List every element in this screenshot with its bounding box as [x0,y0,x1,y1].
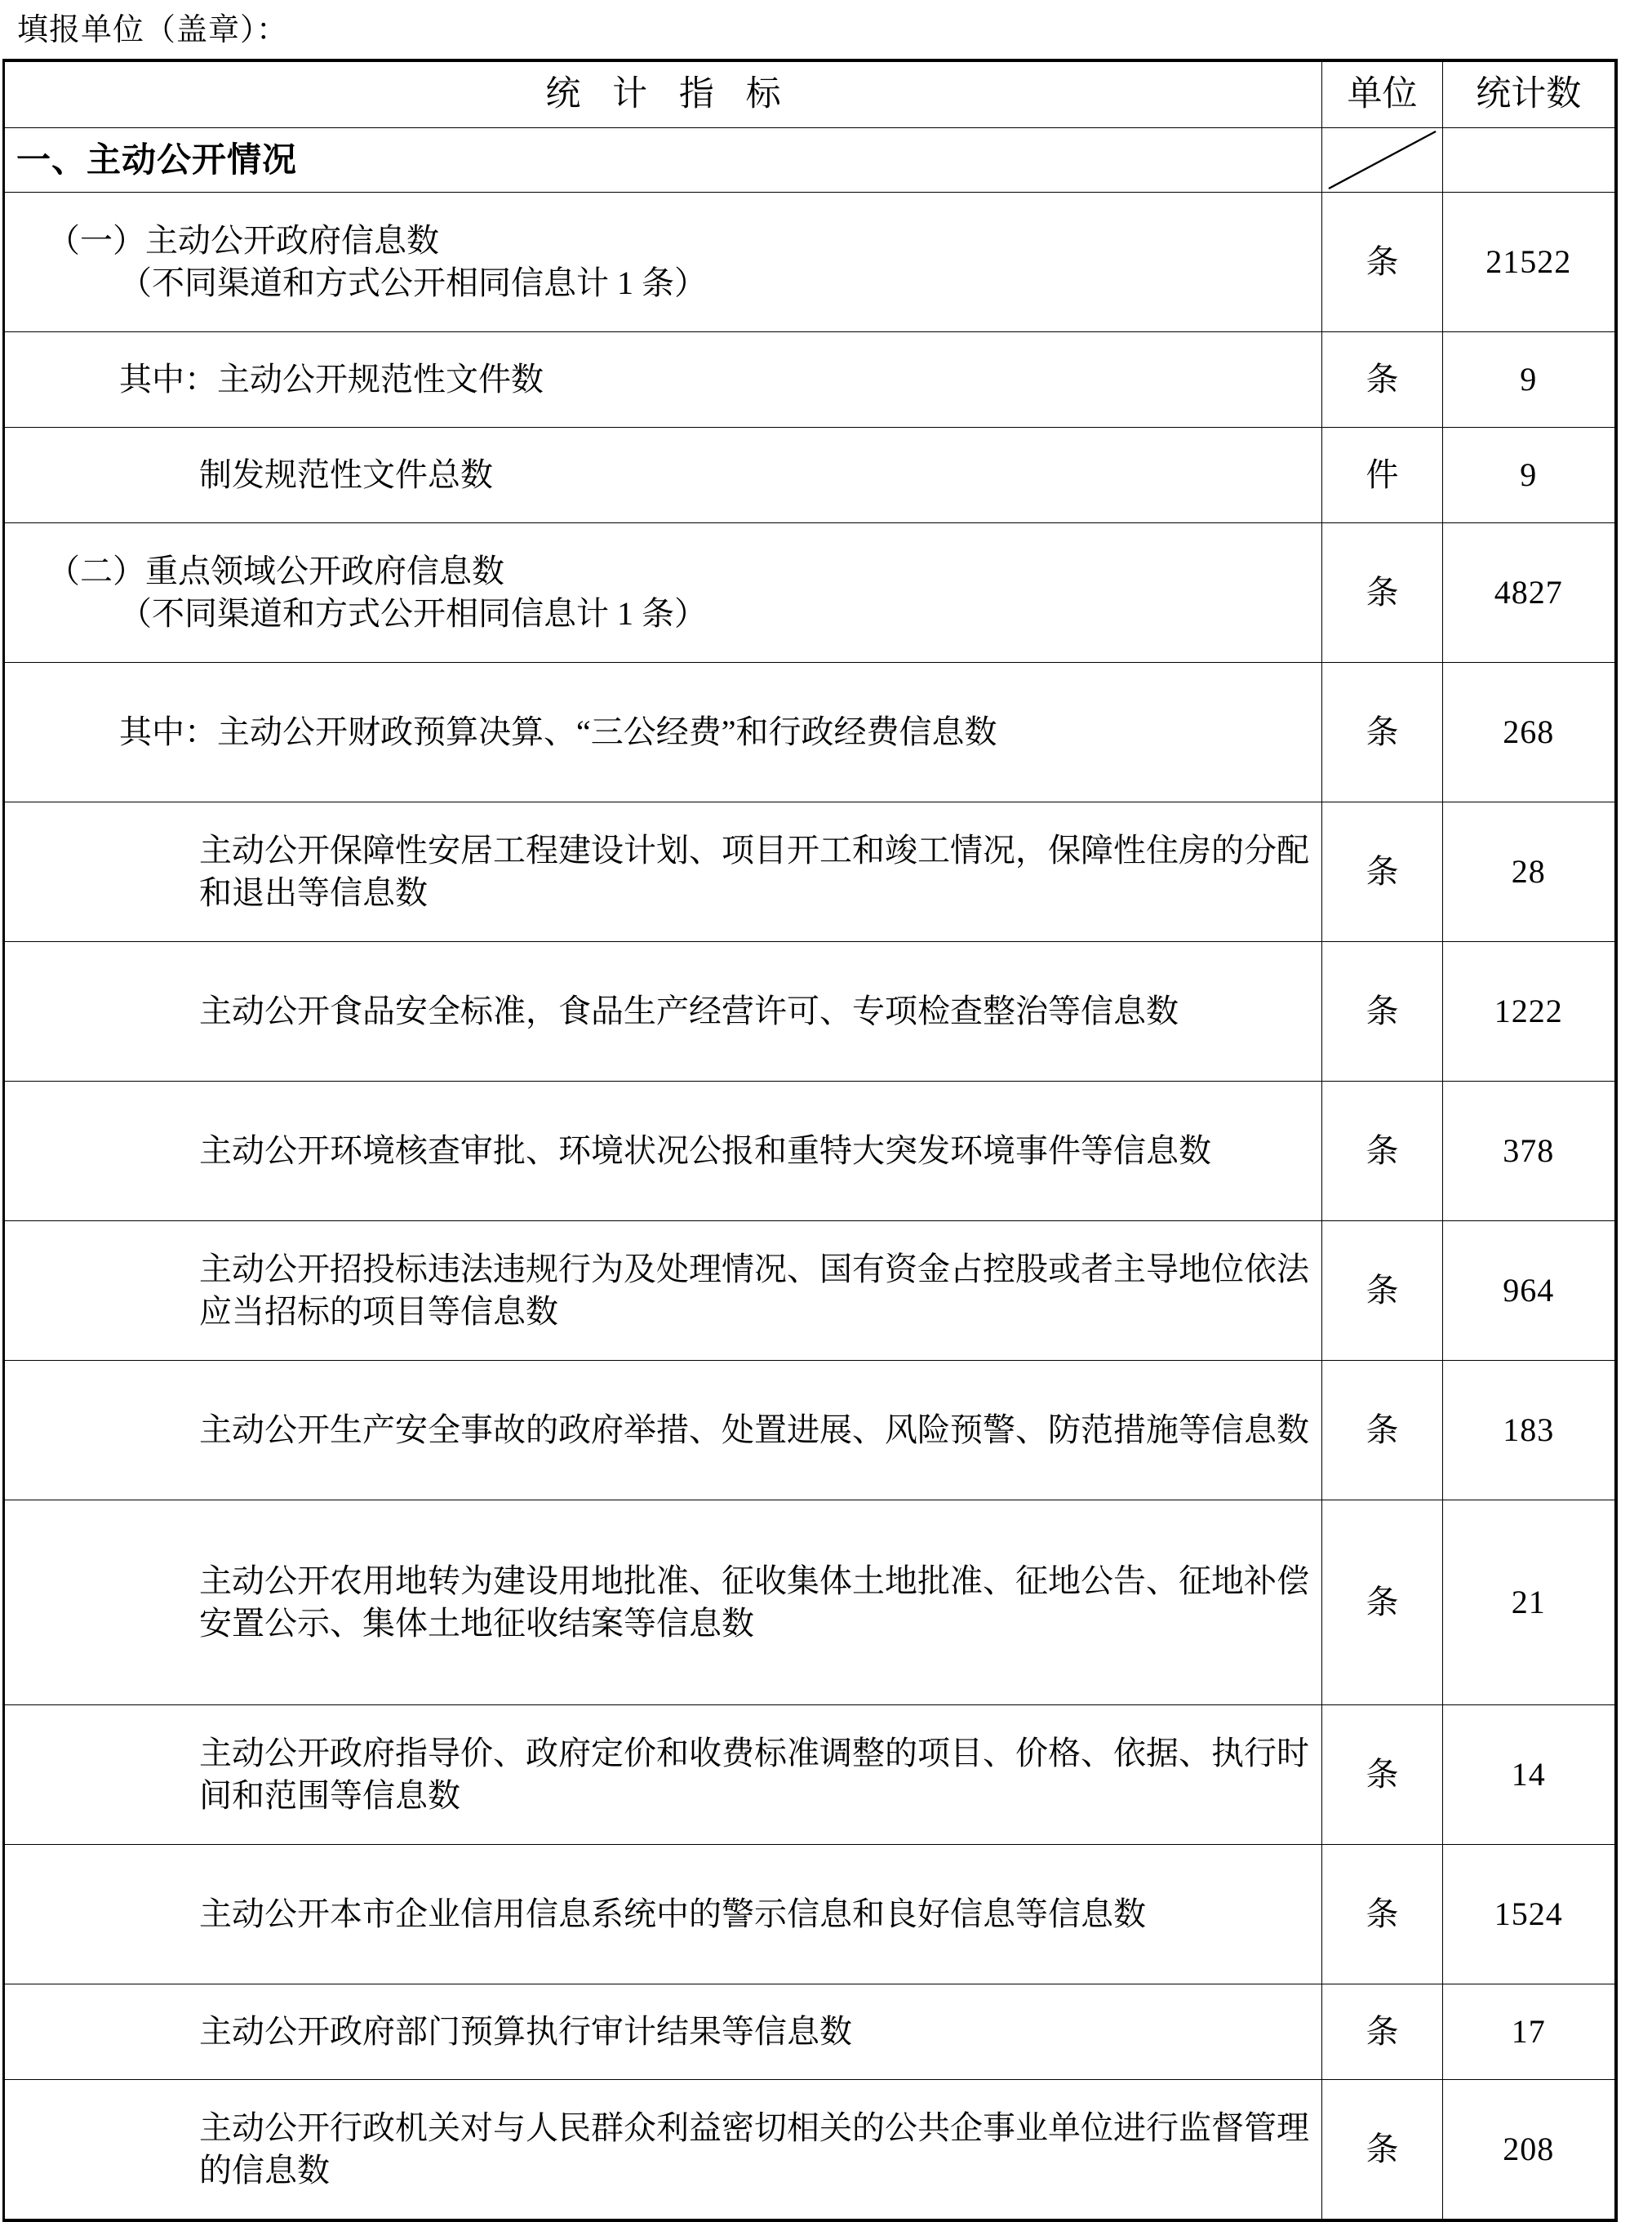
table-row [4,1500,1616,1705]
table-row [4,1984,1616,2080]
unit-cell-slashed [1322,128,1443,193]
table-row [4,1221,1616,1361]
indicator-cell [4,1705,1322,1845]
indicator-cell [4,332,1322,428]
indicator-cell [4,1500,1322,1705]
value-cell: 9 [1443,428,1616,523]
table-row [4,193,1616,332]
indicator-line: 主动公开农用地转为建设用地批准、征收集体土地批准、征地公告、征地补偿安置公示、集体土地征收结案等信息数 [199,1562,1309,1642]
section-title: 一、主动公开情况 [4,128,1322,193]
table-row [4,428,1616,523]
indicator-line: 主动公开政府部门预算执行审计结果等信息数 [199,2013,852,2050]
value-cell: 21522 [1443,193,1616,332]
unit-cell: 条 [1322,2080,1443,2221]
unit-cell: 件 [1322,428,1443,523]
indicator-line: 主动公开招投标违法违规行为及处理情况、国有资金占控股或者主导地位依法应当招标的项目等信息数 [199,1251,1309,1330]
unit-cell: 条 [1322,1984,1443,2080]
table-row [4,523,1616,663]
indicator-line: 其中：主动公开规范性文件数 [119,361,544,398]
indicator-cell [4,1082,1322,1221]
reporting-unit-label: 填报单位（盖章）： [17,13,289,47]
indicator-line: （二）重点领域公开政府信息数 [47,553,504,589]
unit-cell: 条 [1322,193,1443,332]
value-cell: 14 [1443,1705,1616,1845]
indicator-line: （不同渠道和方式公开相同信息计 1 条） [119,595,707,632]
table-row [4,2080,1616,2221]
value-cell: 268 [1443,663,1616,802]
table-row [4,1845,1616,1984]
indicator-line: 主动公开环境核查审批、环境状况公报和重特大突发环境事件等信息数 [199,1132,1211,1169]
indicator-cell [4,193,1322,332]
table-row [4,1705,1616,1845]
indicator-line: 主动公开保障性安居工程建设计划、项目开工和竣工情况，保障性住房的分配和退出等信息数 [199,832,1309,911]
indicator-cell [4,802,1322,942]
value-cell: 378 [1443,1082,1616,1221]
indicator-line: 主动公开政府指导价、政府定价和收费标准调整的项目、价格、依据、执行时间和范围等信息数 [199,1735,1309,1814]
unit-cell: 条 [1322,942,1443,1082]
indicator-cell [4,663,1322,802]
indicator-line: 主动公开本市企业信用信息系统中的警示信息和良好信息等信息数 [199,1895,1146,1932]
table-header-row [4,60,1616,128]
indicator-cell [4,1845,1322,1984]
value-cell: 28 [1443,802,1616,942]
table-row-section [4,128,1616,193]
unit-cell: 条 [1322,1705,1443,1845]
diagonal-slash-icon [1322,128,1442,192]
table-row [4,942,1616,1082]
unit-cell: 条 [1322,1082,1443,1221]
column-header-indicator: 统 计 指 标 [4,60,1322,128]
table-row [4,1082,1616,1221]
value-cell: 183 [1443,1361,1616,1500]
indicator-cell [4,1361,1322,1500]
unit-cell: 条 [1322,1845,1443,1984]
indicator-line: （不同渠道和方式公开相同信息计 1 条） [119,264,707,301]
value-cell: 208 [1443,2080,1616,2221]
value-cell: 964 [1443,1221,1616,1361]
unit-cell: 条 [1322,1221,1443,1361]
indicator-cell [4,2080,1322,2221]
column-header-unit: 单位 [1322,60,1443,128]
unit-cell: 条 [1322,523,1443,663]
table-row [4,1361,1616,1500]
value-cell: 4827 [1443,523,1616,663]
value-cell: 9 [1443,332,1616,428]
indicator-cell [4,428,1322,523]
column-header-value: 统计数 [1443,60,1616,128]
value-cell: 21 [1443,1500,1616,1705]
value-cell-empty [1443,128,1616,193]
unit-cell: 条 [1322,802,1443,942]
table-row [4,802,1616,942]
table-row [4,332,1616,428]
indicator-line: 主动公开食品安全标准，食品生产经营许可、专项检查整治等信息数 [199,993,1179,1029]
value-cell: 1222 [1443,942,1616,1082]
table-row [4,663,1616,802]
unit-cell: 条 [1322,1361,1443,1500]
indicator-cell [4,942,1322,1082]
value-cell: 17 [1443,1984,1616,2080]
indicator-line: 制发规范性文件总数 [199,456,493,493]
indicator-line: 其中：主动公开财政预算决算、“三公经费”和行政经费信息数 [119,713,997,750]
indicator-line: （一）主动公开政府信息数 [47,222,439,259]
indicator-cell [4,1984,1322,2080]
indicator-line: 主动公开行政机关对与人民群众利益密切相关的公共企事业单位进行监督管理的信息数 [199,2109,1309,2189]
indicator-line: 主动公开生产安全事故的政府举措、处置进展、风险预警、防范措施等信息数 [199,1411,1309,1448]
unit-cell: 条 [1322,332,1443,428]
value-cell: 1524 [1443,1845,1616,1984]
indicator-cell [4,523,1322,663]
unit-cell: 条 [1322,1500,1443,1705]
statistics-table [2,59,1618,2222]
unit-cell: 条 [1322,663,1443,802]
indicator-cell [4,1221,1322,1361]
